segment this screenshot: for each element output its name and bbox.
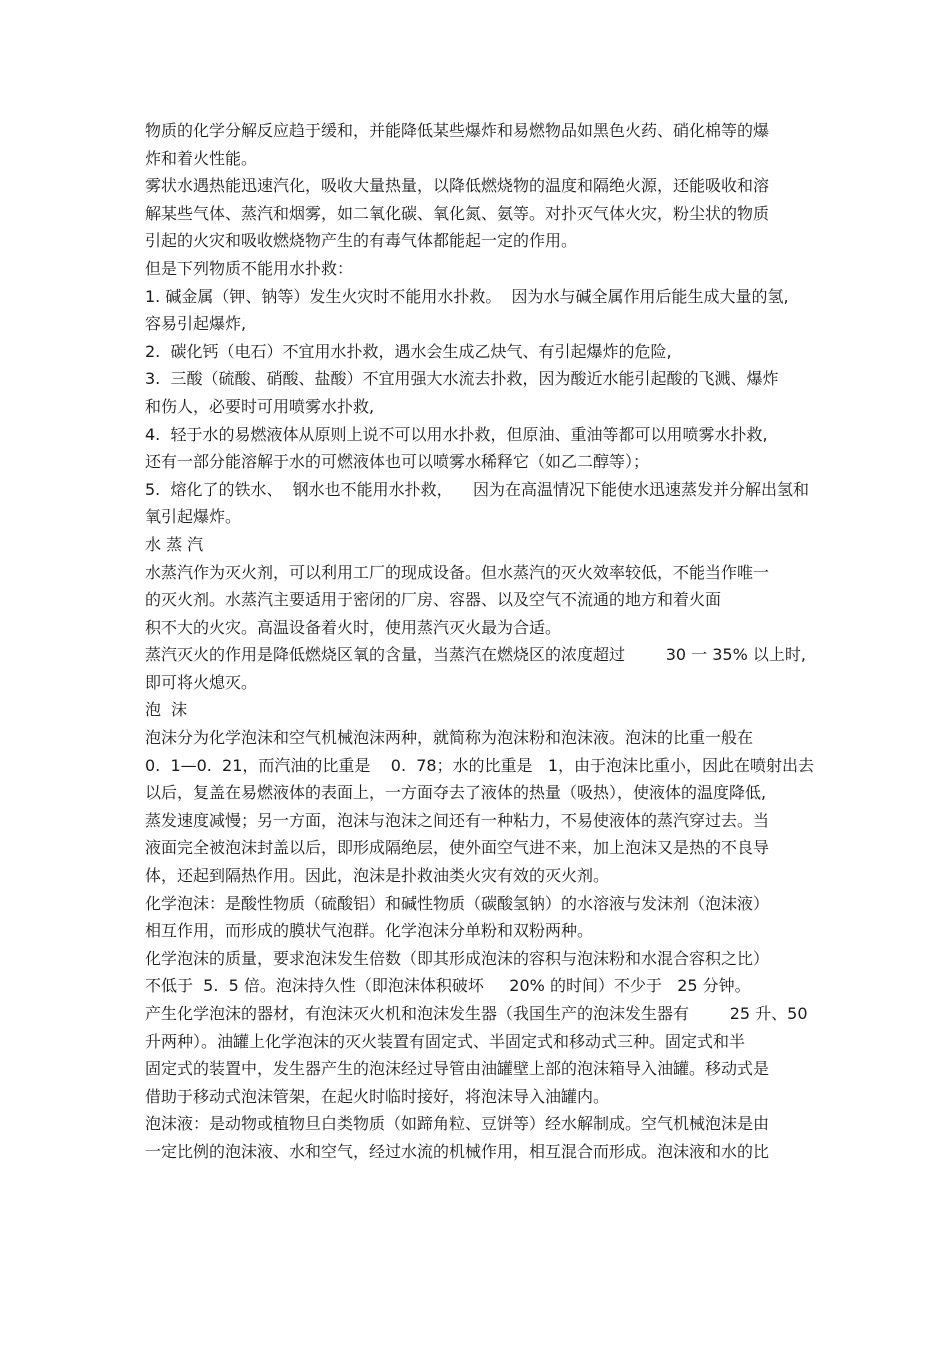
text-line: 即可将火熄灭。: [145, 672, 258, 692]
text-line: 积不大的火灾。高温设备着火时，使用蒸汽灭火最为合适。: [145, 617, 562, 637]
list-item-5: 5. 熔化了的铁水、 钢水也不能用水扑救， 因为在高温情况下能使水迅速蒸发并分解出氢和: [145, 479, 809, 499]
text-line: 0. 1—0. 21，而汽油的比重是 0. 78；水的比重是 1，由于泡沫比重小，因此在喷射出去: [145, 755, 814, 775]
text-line: 泡沫液：是动物或植物旦白类物质（如蹄角粒、豆饼等）经水解制成。空气机械泡沫是由: [145, 1114, 770, 1134]
text-line: 物质的化学分解反应趋于缓和，并能降低某些爆炸和易燃物品如黑色火药、硝化棉等的爆: [145, 121, 770, 140]
list-item-3: 3. 三酸（硫酸、硝酸、盐酸）不宜用强大水流去扑救，因为酸近水能引起酸的飞溅、爆炸: [145, 369, 779, 389]
text-line: 化学泡沫的质量，要求泡沫发生倍数（即其形成泡沫的容积与泡沫粉和水混合容积之比）: [145, 948, 770, 968]
text-line: 泡沫分为化学泡沫和空气机械泡沫两种，就简称为泡沫粉和泡沫液。泡沫的比重一般在: [145, 728, 754, 748]
text-line: 容易引起爆炸,: [145, 314, 247, 334]
text-line: 蒸发速度减慢；另一方面，泡沫与泡沫之间还有一种粘力，不易使液体的蒸汽穿过去。当: [145, 810, 770, 830]
section-heading-foam: 泡 沫: [145, 700, 188, 720]
text-line: 引起的火灾和吸收燃烧物产生的有毒气体都能起一定的作用。: [145, 231, 578, 251]
text-line: 和伤人，必要时可用喷雾水扑救,: [145, 396, 375, 416]
text-line: 液面完全被泡沫封盖以后，即形成隔绝层，使外面空气进不来，加上泡沫又是热的不良导: [145, 838, 770, 858]
section-heading-steam: 水 蒸 汽: [145, 534, 204, 554]
text-line: 借助于移动式泡沫管架，在起火时临时接好，将泡沫导入油罐内。: [145, 1086, 610, 1106]
list-item-2: 2. 碳化钙（电石）不宜用水扑救，遇水会生成乙炔气、有引起爆炸的危险,: [145, 341, 672, 361]
text-line: 但是下列物质不能用水扑救：: [145, 258, 354, 278]
text-line: 炸和着火性能。: [145, 148, 258, 168]
text-line: 产生化学泡沫的器材，有泡沫灭火机和泡沫发生器（我国生产的泡沫发生器有 25 升、50: [145, 1004, 808, 1023]
text-line: 水蒸汽作为灭火剂，可以利用工厂的现成设备。但水蒸汽的灭火效率较低，不能当作唯一: [145, 562, 770, 582]
text-line: 雾状水遇热能迅速汽化，吸收大量热量，以降低燃烧物的温度和隔绝火源，还能吸收和溶: [145, 176, 770, 196]
list-item-1: 1. 碱金属（钾、钠等）发生火灾时不能用水扑救。 因为水与碱全属作用后能生成大量的氢,: [145, 286, 789, 306]
text-line: 蒸汽灭火的作用是降低燃烧区氧的含量，当蒸汽在燃烧区的浓度超过 30 一 35% 以上时,: [145, 645, 806, 665]
text-line: 解某些气体、蒸汽和烟雾，如二氧化碳、氧化氮、氨等。对扑灭气体火灾，粉尘状的物质: [145, 203, 770, 223]
text-line: 氧引起爆炸。: [145, 507, 242, 527]
text-line: 以后，复盖在易燃液体的表面上，一方面夺去了液体的热量（吸热），使液体的温度降低,: [145, 783, 767, 803]
text-line: 一定比例的泡沫液、水和空气，经过水流的机械作用，相互混合而形成。泡沫液和水的比: [145, 1141, 770, 1161]
text-line: 相互作用，而形成的膜状气泡群。化学泡沫分单粉和双粉两种。: [145, 921, 594, 941]
text-line: 固定式的装置中，发生器产生的泡沫经过导管由油罐壁上部的泡沫箱导入油罐。移动式是: [145, 1059, 770, 1079]
document-body: [145, 117, 935, 1166]
text-line: 体，还起到隔热作用。因此，泡沫是扑救油类火灾有效的灭火剂。: [145, 866, 610, 886]
text-line: 化学泡沫：是酸性物质（硫酸铝）和碱性物质（碳酸氢钠）的水溶液与发沫剂（泡沫液）: [145, 893, 770, 913]
list-item-4: 4. 轻于水的易燃液体从原则上说不可以用水扑救，但原油、重油等都可以用喷雾水扑救,: [145, 424, 768, 444]
text-line: 还有一部分能溶解于水的可燃液体也可以喷雾水稀释它（如乙二醇等）；: [145, 452, 650, 472]
text-line: 升两种）。油罐上化学泡沫的灭火装置有固定式、半固定式和移动式三种。固定式和半: [145, 1031, 746, 1051]
text-line: 的灭火剂。水蒸汽主要适用于密闭的厂房、容器、以及空气不流通的地方和着火面: [145, 590, 722, 610]
text-line: 不低于 5. 5 倍。泡沫持久性（即泡沫体积破坏 20% 的时间）不少于 25 分钟。: [145, 976, 751, 996]
